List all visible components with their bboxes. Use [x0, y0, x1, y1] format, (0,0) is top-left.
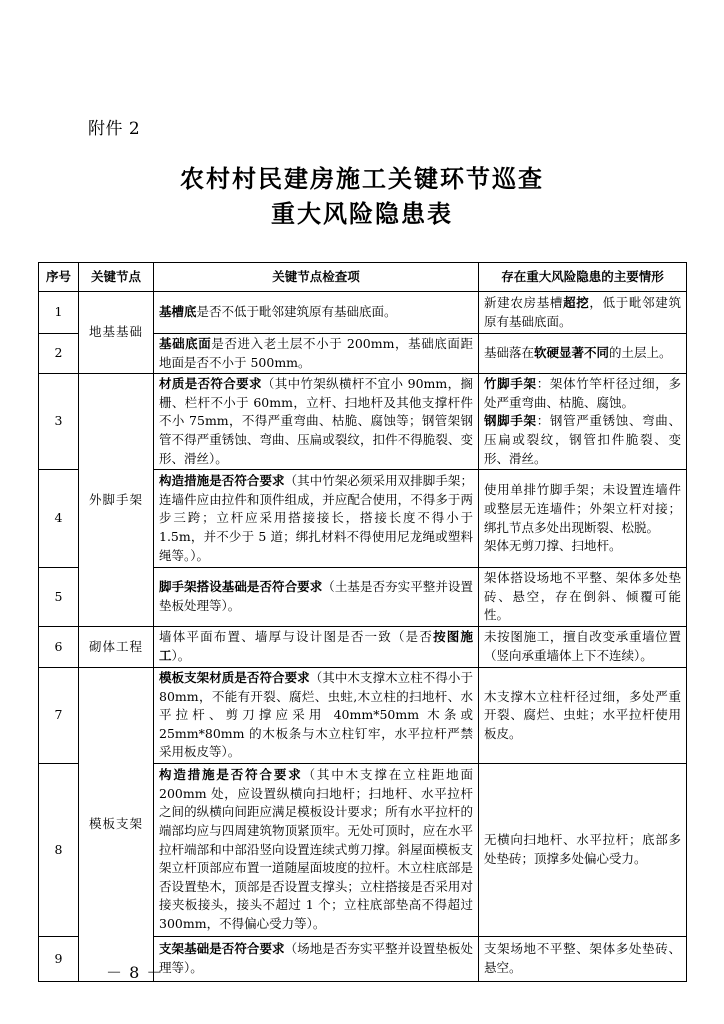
check-item-cell: [154, 470, 479, 568]
risk-paragraph: [484, 375, 681, 412]
risk-cell: 木支撑木立柱杆径过细，多处严重开裂、腐烂、虫蛀；水平拉杆使用板皮。: [479, 667, 687, 763]
risk-cell: 无横向扫地杆、水平拉杆；底部多处垫砖；顶撑多处偏心受力。: [479, 763, 687, 936]
row-number: 5: [39, 568, 79, 627]
header-check-item: 关键节点检查项: [154, 263, 479, 292]
table-row: [39, 667, 687, 763]
check-item-emphasis: 按图施工: [159, 629, 473, 663]
check-item-emphasis: 模板支架材质是否符合要求: [159, 669, 310, 685]
check-item-emphasis: 构造措施是否符合要求: [159, 767, 303, 783]
check-item-text: 是否不低于毗邻建筑原有基础底面。: [196, 304, 397, 320]
key-node-cell: 外脚手架: [79, 374, 154, 627]
row-number: 7: [39, 667, 79, 763]
risk-paragraph: 使用单排竹脚手架；未设置连墙件或整层无连墙件；外架立杆对接；绑扎节点多处出现断裂、松脱。: [484, 482, 681, 535]
risk-text: ：架体竹竿杆径过细，多处严重弯曲、枯脆、腐蚀。: [484, 376, 681, 410]
risk-text: ：钢管严重锈蚀、弯曲、压扁或裂纹，钢管扣件脆裂、变形、滑丝。: [484, 413, 681, 466]
risk-cell: 架体搭设场地不平整、架体多处垫砖、悬空，存在倒斜、倾覆可能性。: [479, 568, 687, 627]
risk-emphasis: 超挖: [563, 294, 590, 310]
risk-emphasis: 软硬显著不同: [534, 345, 610, 361]
risk-cell: [479, 470, 687, 568]
check-item-cell: [154, 936, 479, 981]
document-title-line1: 农村村民建房施工关键环节巡查: [180, 164, 544, 193]
risk-cell: [479, 374, 687, 470]
row-number: 1: [39, 292, 79, 334]
check-item-cell: [154, 667, 479, 763]
attachment-label: 附件 2: [88, 119, 141, 139]
row-number: 4: [39, 470, 79, 568]
check-item-text: （其中竹架必须采用双排脚手架；连墙件应由拉件和顶件组成，并应配合使用，不得多于两步三跨；立杆应采用搭接接长，搭接长度不得小于 1.5m，并不少于 5 道；绑扎材料不得使用尼龙绳或塑料绳等。）。: [159, 473, 473, 563]
risk-cell: [479, 334, 687, 374]
row-number: 6: [39, 626, 79, 667]
check-item-text: （土基是否夯实平整并设置垫板处理等）。: [159, 579, 473, 614]
check-item-emphasis: 基槽底: [159, 304, 197, 320]
table-row: [39, 374, 687, 470]
check-item-text: （其中木支撑在立柱距地面 200mm 处，应设置纵横向扫地杆；扫地杆、水平拉杆之间的纵横向间距应满足模板设计要求；所有水平拉杆的端部均应与四周建筑物顶紧顶牢。无处可顶时，应在水平拉杆端部和中部沿竖向设置连续式剪刀撑。斜屋面模板支架立杆顶部应布置一道随屋面坡度的拉杆。木立柱底部是否设置垫木，顶部是否设置支撑头；立柱搭接是否采用对接夹板接头，接头不超过 1 个；立柱底部垫高不得超过 300mm，不得偏心受力等）。: [159, 767, 473, 931]
check-item-emphasis: 支架基础是否符合要求: [159, 941, 285, 957]
check-item-text: （其中木支撑木立柱不得小于 80mm，不能有开裂、腐烂、虫蛀,木立柱的扫地杆、水平拉杆、剪刀撑应采用 40mm*50mm 木条或 25mm*80mm 的木板条与木立柱钉牢，水平拉杆严禁采用板皮等）。: [159, 669, 473, 760]
check-item-cell: [154, 292, 479, 334]
check-item-cell: [154, 763, 479, 936]
check-item-emphasis: 构造措施是否符合要求: [159, 473, 285, 489]
key-node-cell: 地基基础: [79, 292, 154, 374]
check-item-emphasis: 基础底面: [159, 336, 212, 351]
page-number: － 8 －: [106, 963, 164, 982]
row-number: 3: [39, 374, 79, 470]
risk-emphasis: 钢脚手架: [484, 413, 537, 429]
risk-paragraph: [484, 412, 681, 468]
check-item-cell: [154, 334, 479, 374]
row-number: 2: [39, 334, 79, 374]
risk-text: ，低于毗邻建筑原有基础底面。: [484, 294, 681, 329]
table-row: [39, 292, 687, 334]
risk-text: 新建农房基槽: [484, 294, 564, 310]
risk-cell: 支架场地不平整、架体多处垫砖、悬空。: [479, 936, 687, 981]
key-node-cell: 砌体工程: [79, 626, 154, 667]
check-item-text: ）。: [171, 647, 191, 663]
row-number: 8: [39, 763, 79, 936]
check-item-emphasis: 脚手架搭设基础是否符合要求: [159, 579, 323, 595]
check-item-cell: [154, 374, 479, 470]
check-item-text: 是否进入老土层不小于 200mm，基础底面距地面是否不小于 500mm。: [159, 336, 473, 370]
row-number: 9: [39, 936, 79, 981]
header-risk-situation: 存在重大风险隐患的主要情形: [479, 263, 687, 292]
risk-cell: [479, 292, 687, 334]
header-key-node: 关键节点: [79, 263, 154, 292]
risk-inspection-table: [38, 262, 687, 982]
table-header-row: [39, 263, 687, 292]
check-item-emphasis: 材质是否符合要求: [159, 376, 262, 392]
risk-text: 基础落在: [484, 345, 535, 361]
header-number: 序号: [39, 263, 79, 292]
risk-text: 的土层上。: [609, 345, 672, 361]
document-title-line2: 重大风险隐患表: [271, 199, 453, 228]
risk-paragraph: 架体无剪刀撑、扫地杆。: [484, 538, 622, 554]
check-item-text: 墙体平面布置、墙厚与设计图是否一致（是否: [159, 629, 434, 645]
check-item-cell: [154, 626, 479, 667]
table-row: [39, 626, 687, 667]
check-item-cell: [154, 568, 479, 627]
risk-emphasis: 竹脚手架: [484, 376, 537, 392]
check-item-text: （其中竹架纵横杆不宜小 90mm，搁栅、栏杆不小于 60mm，立杆、扫地杆及其他支撑杆件不小 75mm，不得严重弯曲、枯脆、腐蚀等；钢管架钢管不得严重锈蚀、弯曲、压扁或裂纹，扣件不得脆裂、变形、滑丝）。: [159, 376, 473, 466]
risk-cell: 未按图施工，擅自改变承重墙位置（竖向承重墙体上下不连续）。: [479, 626, 687, 667]
key-node-cell: 模板支架: [79, 667, 154, 981]
check-item-text: （场地是否夯实平整并设置垫板处理等）。: [159, 941, 473, 975]
